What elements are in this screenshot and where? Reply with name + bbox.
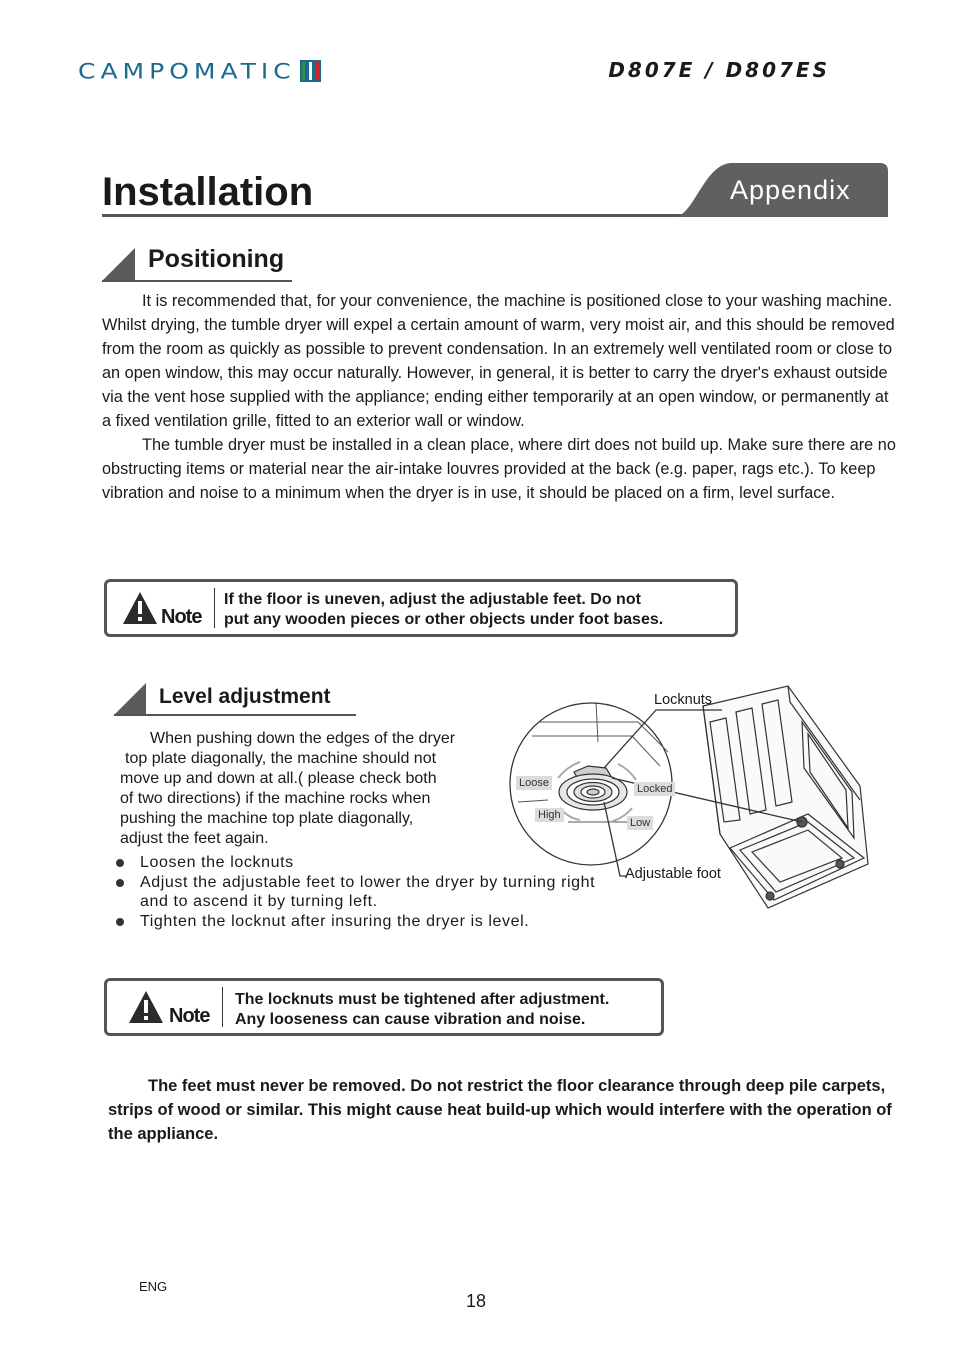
section-rule <box>114 714 356 716</box>
brand-name: CAMPOMATIC <box>78 58 296 84</box>
locknuts-label: Locknuts <box>654 692 713 708</box>
list-item: Loosen the locknuts <box>114 853 614 873</box>
list-item: Tighten the locknut after insuring the dryer is level. <box>114 912 614 932</box>
note-box <box>104 978 664 1036</box>
note-text <box>235 990 660 1030</box>
text-line: When pushing down the edges of the dryer <box>150 730 456 747</box>
warning-icon <box>121 590 159 626</box>
flag-icon <box>300 60 321 82</box>
feet-warning <box>108 1074 898 1146</box>
warning-text: The feet must never be removed. Do not restrict the floor clearance through deep pile carpets, strips of wood or similar. This might cause heat build-up which would interfere with the operation of the appliance. <box>108 1077 892 1143</box>
text-line: move up and down at all.( please check both <box>120 770 437 787</box>
list-item: Adjust the adjustable feet to lower the dryer by turning right and to ascend it by turning left. <box>114 873 614 912</box>
positioning-heading: Positioning <box>148 245 285 273</box>
note-line: The locknuts must be tightened after adjustment. <box>235 991 610 1008</box>
note-line: If the floor is uneven, adjust the adjustable feet. Do not <box>224 591 641 608</box>
section-rule <box>102 280 292 282</box>
level-body <box>120 729 510 849</box>
note-text <box>224 590 734 630</box>
note-line: Any looseness can cause vibration and noise. <box>235 1011 586 1028</box>
tab-label: Appendix <box>730 175 851 205</box>
title-underline <box>102 214 692 217</box>
note-label: Note <box>161 606 202 628</box>
note-divider <box>222 987 223 1027</box>
appendix-tab <box>674 163 888 217</box>
page-number: 18 <box>466 1291 487 1311</box>
paragraph: It is recommended that, for your convenience, the machine is positioned close to your washing machine. Whilst drying, the tumble dryer will expel a certain amount of warm, very moist air, and this should be removed from the room as quickly as possible to prevent condensation. In an extremely well ventilated room or close to an open window, this may occur naturally. However, in general, it is better to carry the dryer's exhaust outside via the vent hose supplied with the appliance; ending either temporarily at an open window, or permanently at a fixed ventilation grille, fitted to an exterior wall or window. <box>102 292 895 430</box>
note-label: Note <box>169 1005 210 1027</box>
page-title: Installation <box>102 170 314 214</box>
note-line: put any wooden pieces or other objects under foot bases. <box>224 611 664 628</box>
text-line: pushing the machine top plate diagonally, <box>120 810 414 827</box>
adjustable-foot-label: Adjustable foot <box>625 866 721 882</box>
foot-adjustment-diagram <box>508 682 878 914</box>
text-line: top plate diagonally, the machine should not <box>125 750 437 767</box>
low-tag: Low <box>627 816 653 830</box>
positioning-body <box>102 289 902 505</box>
brand-logo <box>78 56 321 86</box>
text-line: of two directions) if the machine rocks when <box>120 790 431 807</box>
language-code: ENG <box>139 1279 168 1294</box>
high-tag: High <box>535 808 564 822</box>
loose-tag: Loose <box>516 776 552 790</box>
locked-tag: Locked <box>634 782 675 796</box>
text-line: adjust the feet again. <box>120 830 269 847</box>
note-divider <box>214 588 215 628</box>
section-triangle-icon <box>102 248 135 281</box>
note-box <box>104 579 738 637</box>
model-number: D807E / D807ES <box>608 58 830 82</box>
level-heading: Level adjustment <box>159 685 331 708</box>
paragraph: The tumble dryer must be installed in a clean place, where dirt does not build up. Make sure there are no obstructing items or material near the air-intake louvres provided at the back (e.g. paper, rags etc.). To keep vibration and noise to a minimum when the dryer is in use, it should be placed on a firm, level surface. <box>102 436 896 502</box>
warning-icon <box>127 989 165 1025</box>
section-triangle-icon <box>114 683 146 715</box>
